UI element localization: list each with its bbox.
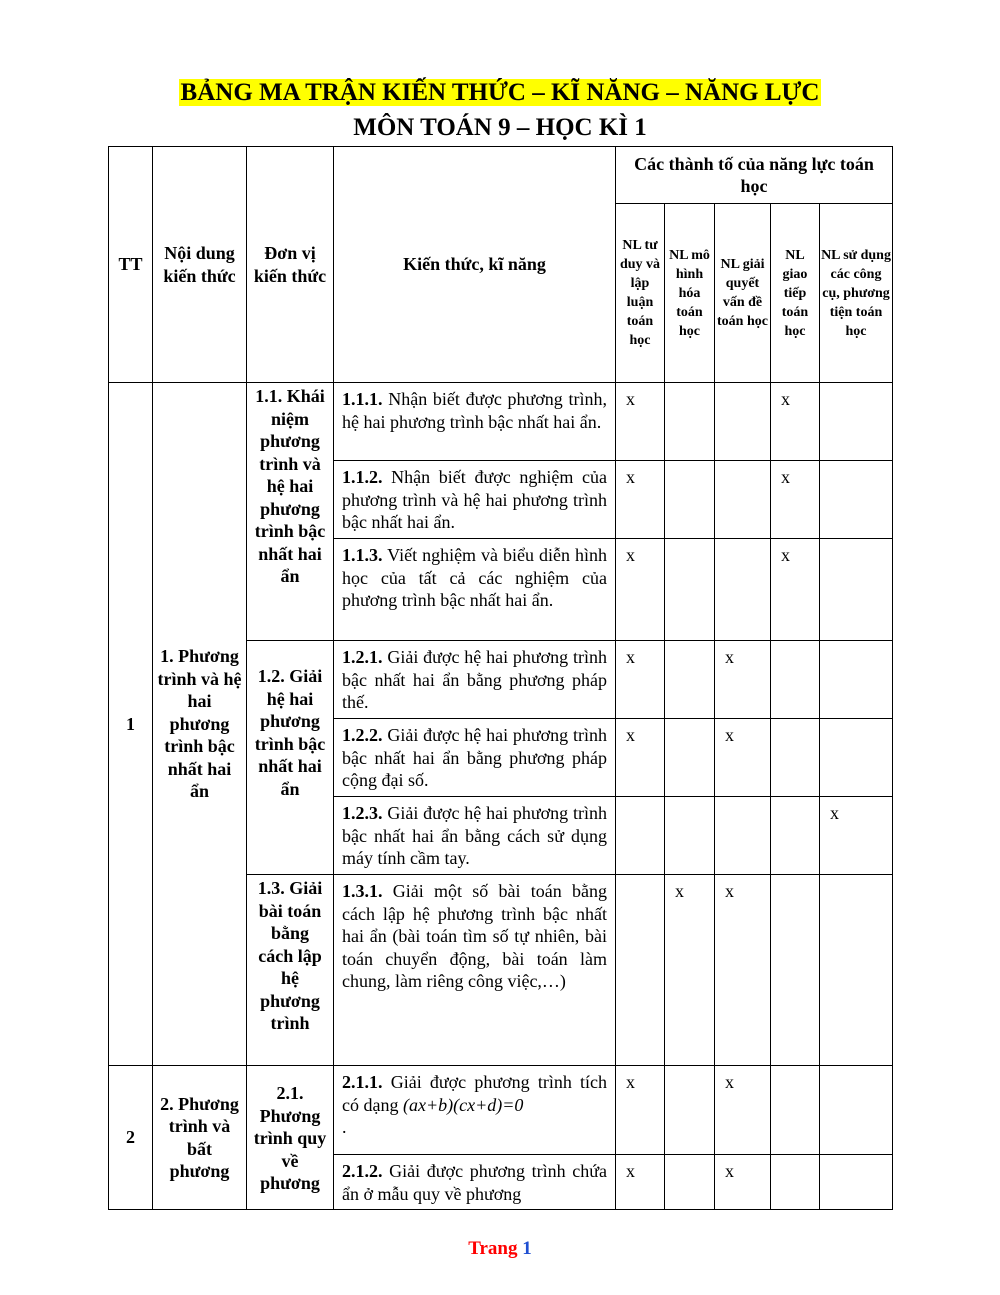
skill-code: 1.2.1. <box>342 647 383 667</box>
mark-cell: x <box>715 1155 771 1210</box>
header-unit: Đơn vị kiến thức <box>247 147 334 383</box>
unit-cell: 1.3. Giải bài toán bằng cách lập hệ phương trình <box>247 875 334 1066</box>
skill-code: 2.1.1. <box>342 1072 383 1092</box>
mark-cell <box>820 1155 893 1210</box>
header-skill: Kiến thức, kĩ năng <box>334 147 616 383</box>
document-title <box>0 78 1000 108</box>
skill-text: Giải được phương trình tích có dạng <box>342 1072 608 1115</box>
page-number: 1 <box>522 1238 532 1259</box>
header-topic: Nội dung kiến thức <box>153 147 247 383</box>
mark-cell <box>665 719 715 797</box>
mark-cell: x <box>715 641 771 719</box>
skill-cell <box>334 383 616 461</box>
skill-cell <box>334 1066 616 1155</box>
skill-text-tail: . <box>342 1117 347 1137</box>
mark-cell: x <box>616 641 665 719</box>
skill-cell <box>334 1155 616 1210</box>
page-footer <box>0 1238 1000 1260</box>
mark-cell: x <box>771 461 820 539</box>
mark-cell: x <box>616 461 665 539</box>
mark-cell: x <box>616 719 665 797</box>
skill-code: 1.1.3. <box>342 545 383 565</box>
mark-cell <box>665 1155 715 1210</box>
mark-cell <box>771 797 820 875</box>
mark-cell: x <box>771 383 820 461</box>
mark-cell <box>820 539 893 641</box>
mark-cell <box>665 797 715 875</box>
skill-cell <box>334 719 616 797</box>
group-topic: 1. Phương trình và hệ hai phương trình bậc nhất hai ẩn <box>153 383 247 1066</box>
unit-cell: 1.2. Giải hệ hai phương trình bậc nhất hai ẩn <box>247 641 334 875</box>
header-row-1 <box>109 147 893 204</box>
skill-code: 2.1.2. <box>342 1161 383 1181</box>
mark-cell <box>616 875 665 1066</box>
header-competency-4: NL giao tiếp toán học <box>771 204 820 383</box>
mark-cell <box>665 539 715 641</box>
mark-cell <box>665 641 715 719</box>
skill-cell <box>334 797 616 875</box>
mark-cell <box>820 461 893 539</box>
mark-cell: x <box>715 875 771 1066</box>
mark-cell: x <box>616 383 665 461</box>
mark-cell <box>820 875 893 1066</box>
unit-cell: 1.1. Khái niệm phương trình và hệ hai phương trình bậc nhất hai ẩn <box>247 383 334 641</box>
mark-cell <box>771 719 820 797</box>
skill-text: Giải được hệ hai phương trình bậc nhất hai ẩn bằng cách sử dụng máy tính cầm tay. <box>342 803 608 868</box>
formula: (ax+b)(cx+d)=0 <box>402 1094 524 1115</box>
group-number: 1 <box>109 383 153 1066</box>
group-number: 2 <box>109 1066 153 1210</box>
mark-cell <box>665 383 715 461</box>
mark-cell: x <box>820 797 893 875</box>
mark-cell <box>771 1066 820 1155</box>
skill-code: 1.1.1. <box>342 389 383 409</box>
skill-cell <box>334 875 616 1066</box>
header-competency-group: Các thành tố của năng lực toán học <box>616 147 893 204</box>
mark-cell <box>715 797 771 875</box>
skill-cell <box>334 641 616 719</box>
mark-cell: x <box>616 1155 665 1210</box>
mark-cell <box>665 461 715 539</box>
mark-cell <box>771 641 820 719</box>
skill-text: Nhận biết được nghiệm của phương trình và hệ hai phương trình bậc nhất hai ẩn. <box>342 467 607 532</box>
unit-cell: 2.1. Phương trình quy về phương <box>247 1066 334 1210</box>
mark-cell <box>820 383 893 461</box>
header-competency-1: NL tư duy và lập luận toán học <box>616 204 665 383</box>
skill-text: Giải được phương trình chứa ẩn ở mẫu quy về phương <box>342 1161 608 1204</box>
mark-cell <box>820 1066 893 1155</box>
title-highlight: BẢNG MA TRẬN KIẾN THỨC – KĨ NĂNG – NĂNG LỰC <box>180 79 820 106</box>
competency-matrix-table <box>108 146 893 1210</box>
mark-cell: x <box>715 1066 771 1155</box>
mark-cell <box>715 539 771 641</box>
mark-cell <box>665 1066 715 1155</box>
header-competency-5: NL sử dụng các công cụ, phương tiện toán học <box>820 204 893 383</box>
page-label: Trang <box>468 1238 518 1259</box>
header-competency-3: NL giải quyết vấn đề toán học <box>715 204 771 383</box>
mark-cell: x <box>616 539 665 641</box>
skill-code: 1.3.1. <box>342 881 383 901</box>
skill-cell <box>334 461 616 539</box>
skill-code: 1.1.2. <box>342 467 383 487</box>
skill-code: 1.2.2. <box>342 725 383 745</box>
mark-cell <box>616 797 665 875</box>
skill-cell <box>334 539 616 641</box>
mark-cell: x <box>665 875 715 1066</box>
mark-cell: x <box>715 719 771 797</box>
mark-cell <box>715 383 771 461</box>
table-row <box>109 1066 893 1155</box>
mark-cell: x <box>616 1066 665 1155</box>
mark-cell <box>820 719 893 797</box>
mark-cell <box>771 875 820 1066</box>
skill-text: Viết nghiệm và biểu diễn hình học của tất cả các nghiệm của phương trình bậc nhất hai ẩn. <box>342 545 607 610</box>
table-row <box>109 383 893 461</box>
skill-text: Giải một số bài toán bằng cách lập hệ phương trình bậc nhất hai ẩn (bài toán tìm số tự nhiên, bài toán chuyển động, bài toán làm chung, làm riêng công việc,…) <box>342 881 608 991</box>
document-subtitle: MÔN TOÁN 9 – HỌC KÌ 1 <box>353 114 647 141</box>
header-tt: TT <box>109 147 153 383</box>
mark-cell <box>771 1155 820 1210</box>
skill-text: Giải được hệ hai phương trình bậc nhất hai ẩn bằng phương pháp thế. <box>342 647 608 712</box>
header-competency-2: NL mô hình hóa toán học <box>665 204 715 383</box>
skill-text: Giải được hệ hai phương trình bậc nhất hai ẩn bằng phương pháp cộng đại số. <box>342 725 608 790</box>
skill-text: Nhận biết được phương trình, hệ hai phương trình bậc nhất hai ẩn. <box>342 389 608 432</box>
mark-cell <box>715 461 771 539</box>
mark-cell: x <box>771 539 820 641</box>
mark-cell <box>820 641 893 719</box>
group-topic: 2. Phương trình và bất phương <box>153 1066 247 1210</box>
skill-code: 1.2.3. <box>342 803 383 823</box>
